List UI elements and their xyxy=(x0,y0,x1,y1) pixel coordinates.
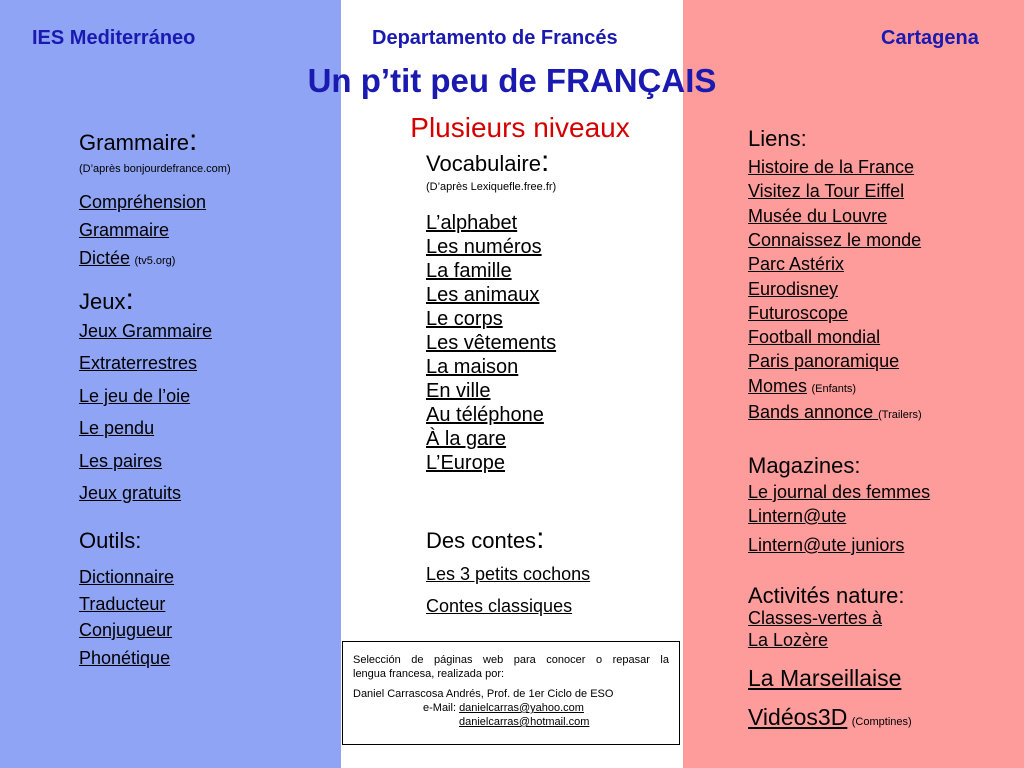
link-la-lozere[interactable]: La Lozère xyxy=(748,630,829,650)
link-connaissez-monde[interactable]: Connaissez le monde xyxy=(748,230,922,250)
link-jeux-grammaire[interactable]: Jeux Grammaire xyxy=(79,321,213,341)
author-info-box xyxy=(342,641,680,745)
link-jeux-gratuits[interactable]: Jeux gratuits xyxy=(79,483,182,503)
outils-heading: Outils: xyxy=(79,528,142,553)
info-email-row xyxy=(353,701,669,715)
link-jeu-oie[interactable]: Le jeu de l’oie xyxy=(79,386,191,406)
link-vetements[interactable]: Les vêtements xyxy=(426,332,557,354)
link-telephone[interactable]: Au téléphone xyxy=(426,404,544,426)
link-futuroscope[interactable]: Futuroscope xyxy=(748,303,849,323)
link-grammaire[interactable]: Grammaire xyxy=(79,220,170,240)
momes-note: (Enfants) xyxy=(811,383,857,395)
contes-colon: : xyxy=(536,522,545,555)
link-dictionnaire[interactable]: Dictionnaire xyxy=(79,567,175,587)
vocabulaire-source: (D’après Lexiquefle.free.fr) xyxy=(426,181,557,193)
vocabulaire-heading xyxy=(426,145,550,178)
page-subtitle: Plusieurs niveaux xyxy=(410,112,630,143)
momes-row xyxy=(748,376,856,397)
link-corps[interactable]: Le corps xyxy=(426,308,503,330)
info-line-2: lengua francesa, realizada por: xyxy=(353,668,505,680)
contes-heading xyxy=(426,522,545,555)
info-line-1: Selección de páginas web para conocer o repasar la xyxy=(353,654,669,666)
vocabulaire-colon: : xyxy=(540,145,550,178)
link-conjugueur[interactable]: Conjugueur xyxy=(79,620,173,640)
grammaire-heading xyxy=(79,124,198,157)
bands-note: (Trailers) xyxy=(878,409,922,421)
page-title: Un p’tit peu de FRANÇAIS xyxy=(307,62,717,99)
link-maison[interactable]: La maison xyxy=(426,356,519,378)
link-phonetique[interactable]: Phonétique xyxy=(79,648,171,668)
videos-note: (Comptines) xyxy=(851,716,912,728)
link-le-pendu[interactable]: Le pendu xyxy=(79,418,155,438)
liens-heading: Liens: xyxy=(748,126,807,151)
link-numeros[interactable]: Les numéros xyxy=(426,236,542,258)
vocabulaire-list xyxy=(426,211,556,475)
jeux-colon: : xyxy=(125,283,134,316)
jeux-heading xyxy=(79,283,134,316)
link-bands-annonce[interactable]: Bands annonce xyxy=(748,402,879,422)
link-musee-louvre[interactable]: Musée du Louvre xyxy=(748,206,888,226)
link-journal-femmes[interactable]: Le journal des femmes xyxy=(748,482,931,502)
dictee-row xyxy=(79,248,175,269)
link-momes[interactable]: Momes xyxy=(748,376,808,396)
link-europe[interactable]: L’Europe xyxy=(426,452,505,474)
bands-row xyxy=(748,402,922,423)
activites-heading: Activités nature: xyxy=(748,583,905,608)
dictee-note: (tv5.org) xyxy=(134,255,176,267)
email-label: e-Mail: xyxy=(423,702,460,714)
link-famille[interactable]: La famille xyxy=(426,260,512,282)
info-line-3: Daniel Carrascosa Andrés, Prof. de 1er Ciclo de ESO xyxy=(353,688,614,700)
link-classes-vertes[interactable]: Classes-vertes à xyxy=(748,608,883,628)
magazines-heading: Magazines: xyxy=(748,453,861,478)
link-dictee[interactable]: Dictée xyxy=(79,248,131,268)
department-name: Departamento de Francés xyxy=(372,27,618,49)
link-comprehension[interactable]: Compréhension xyxy=(79,192,207,212)
link-traducteur[interactable]: Traducteur xyxy=(79,594,166,614)
school-name: IES Mediterráneo xyxy=(32,27,196,49)
link-les-paires[interactable]: Les paires xyxy=(79,451,163,471)
link-email-yahoo[interactable]: danielcarras@yahoo.com xyxy=(459,702,584,714)
jeux-heading-text: Jeux xyxy=(79,289,126,314)
link-email-hotmail[interactable]: danielcarras@hotmail.com xyxy=(459,716,590,728)
link-histoire-france[interactable]: Histoire de la France xyxy=(748,157,915,177)
city-name: Cartagena xyxy=(881,27,979,49)
link-la-marseillaise[interactable]: La Marseillaise xyxy=(748,665,902,691)
link-3-petits-cochons[interactable]: Les 3 petits cochons xyxy=(426,564,591,584)
link-eurodisney[interactable]: Eurodisney xyxy=(748,279,839,299)
link-linternaute-juniors[interactable]: Lintern@ute juniors xyxy=(748,535,905,555)
link-football-mondial[interactable]: Football mondial xyxy=(748,327,881,347)
videos-row xyxy=(748,704,912,731)
link-linternaute[interactable]: Lintern@ute xyxy=(748,506,847,526)
vocabulaire-heading-text: Vocabulaire xyxy=(426,151,541,176)
grammaire-source: (D’après bonjourdefrance.com) xyxy=(79,163,231,175)
grammaire-colon: : xyxy=(189,124,198,157)
link-paris-panoramique[interactable]: Paris panoramique xyxy=(748,351,900,371)
link-alphabet[interactable]: L’alphabet xyxy=(426,212,518,234)
grammaire-heading-text: Grammaire xyxy=(79,130,190,155)
link-tour-eiffel[interactable]: Visitez la Tour Eiffel xyxy=(748,181,905,201)
info-email-row-2 xyxy=(353,715,669,729)
contes-heading-text: Des contes xyxy=(426,528,537,553)
link-parc-asterix[interactable]: Parc Astérix xyxy=(748,254,845,274)
link-animaux[interactable]: Les animaux xyxy=(426,284,540,306)
link-en-ville[interactable]: En ville xyxy=(426,380,491,402)
link-videos3d[interactable]: Vidéos3D xyxy=(748,704,848,730)
link-contes-classiques[interactable]: Contes classiques xyxy=(426,596,573,616)
link-gare[interactable]: À la gare xyxy=(426,428,507,450)
link-extraterrestres[interactable]: Extraterrestres xyxy=(79,353,198,373)
